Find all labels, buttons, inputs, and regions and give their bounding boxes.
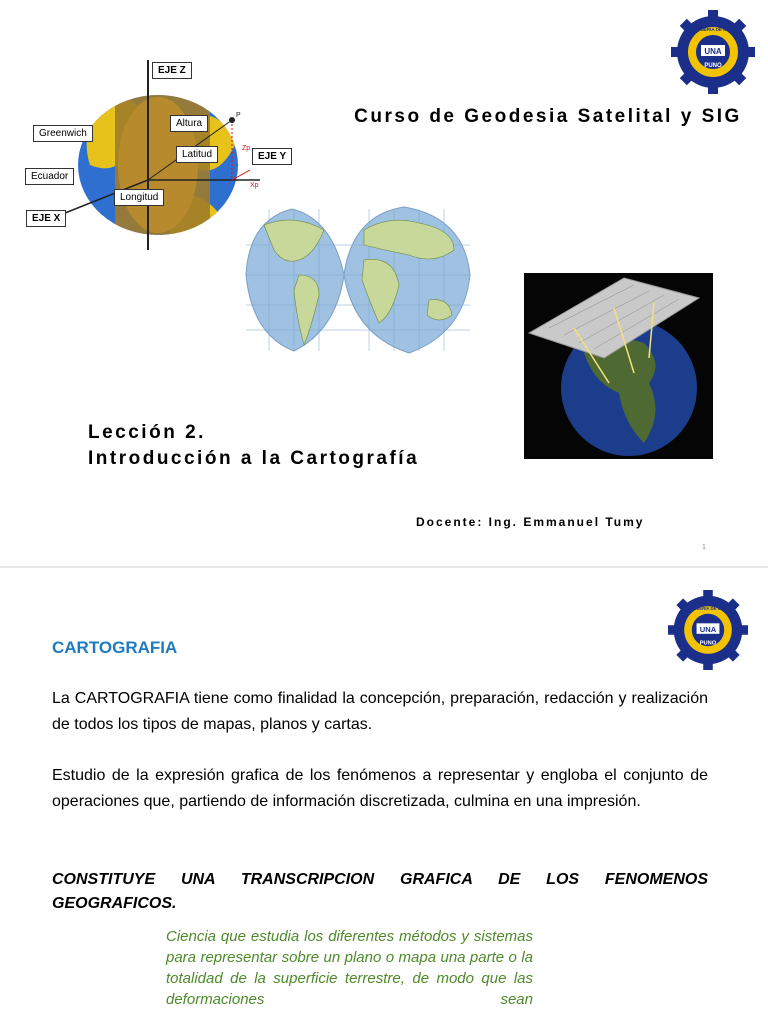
lesson-subject: Introducción a la Cartografía: [88, 448, 420, 469]
ecuador-label: Ecuador: [25, 168, 74, 185]
course-title: Curso de Geodesia Satelital y SIG: [354, 106, 742, 127]
eje-x-label: EJE X: [26, 210, 66, 227]
eje-y-label: EJE Y: [252, 148, 292, 165]
logo-ring-text: INGENIERIA DE MINAS: [688, 27, 738, 32]
svg-text:Zp: Zp: [242, 145, 251, 152]
logo-bottom-text: PUNO: [699, 640, 717, 647]
interrupted-world-map: [244, 205, 472, 355]
page-number: 1: [702, 544, 706, 551]
logo-center-text: UNA: [699, 624, 717, 634]
greenwich-label: Greenwich: [33, 125, 93, 142]
svg-text:P: P: [236, 112, 241, 119]
paragraph-constituye: CONSTITUYE UNA TRANSCRIPCION GRAFICA DE LOS FENOMENOS GEOGRAFICOS.: [52, 871, 708, 912]
definition-text: Ciencia que estudia los diferentes métodos y sistemas para representar sobre un plano o mapa una parte o la totalidad de la superficie terrestre, de modo que las deformaciones sean: [166, 928, 533, 1008]
logo-bottom-text: PUNO: [704, 63, 722, 69]
logo-center-text: UNA: [704, 47, 722, 56]
una-puno-logo-small: [668, 590, 748, 670]
altura-label: Altura: [170, 115, 208, 132]
latitud-label: Latitud: [176, 146, 218, 163]
lesson-title: [88, 420, 419, 472]
lesson-number: Lección 2.: [88, 422, 206, 443]
una-puno-logo: [671, 10, 755, 94]
slide-2: [0, 568, 768, 1024]
paragraph-finalidad: La CARTOGRAFIA tiene como finalidad la concepción, preparación, redacción y realización de todos los tipos de mapas, planos y cartas.: [52, 690, 708, 733]
logo-ring-text: INGENIERIA DE MINAS: [684, 606, 732, 611]
earth-satellite-overlay-image: [524, 273, 713, 459]
eje-z-label: EJE Z: [152, 62, 192, 79]
teacher-credit: Docente: Ing. Emmanuel Tumy: [416, 515, 645, 529]
paragraph-estudio: Estudio de la expresión grafica de los fenómenos a representar y engloba el conjunto de operaciones que, partiendo de información discretizada, culmina en una impresión.: [52, 767, 708, 810]
svg-text:Xp: Xp: [250, 182, 259, 189]
longitud-label: Longitud: [114, 189, 164, 206]
section-heading: CARTOGRAFIA: [52, 638, 178, 657]
